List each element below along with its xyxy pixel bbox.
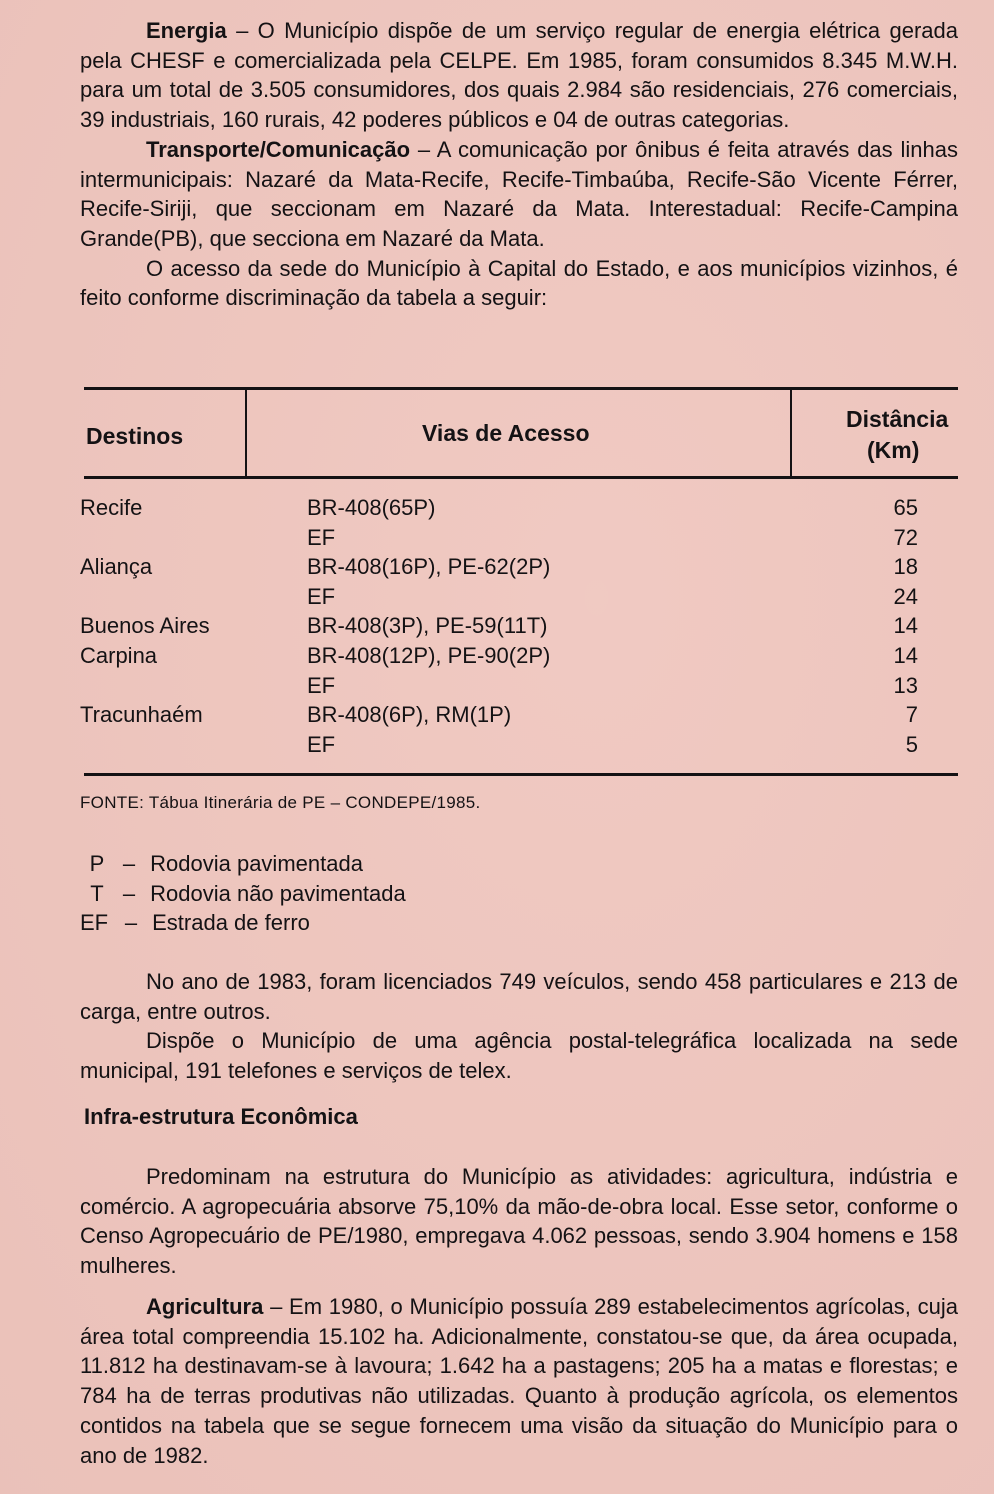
table-source: FONTE: Tábua Itinerária de PE – CONDEPE/1985. [80, 793, 481, 812]
cell-via: EF [307, 731, 336, 757]
text-agricultura: – Em 1980, o Município possuía 289 estabelecimentos agrícolas, cuja área total compreendia 15.102 ha. Adicionalmente, constatou-se que, da área ocupada, 11.812 ha destinavam-se à lavoura; 1.642 ha a pastagens; 205 ha a matas e florestas; e 784 ha de terras produtivas não utilizadas. Quanto à produção agrícola, os elementos contidos na tabela que se segue fornecem uma visão da situação do Município para o ano de 1982. [80, 1294, 958, 1468]
table-bottom-rule [84, 773, 958, 776]
legend-code: EF [80, 910, 109, 935]
cell-distancia: 13 [893, 672, 918, 698]
legend-dash: – [124, 910, 138, 935]
cell-distancia: 65 [893, 495, 918, 520]
cell-distancia: 7 [905, 702, 918, 728]
table-header-rule [84, 476, 958, 479]
cell-via: BR-408(12P), PE-90(2P) [307, 643, 551, 668]
text-energia: – O Município dispõe de um serviço regular de energia elétrica gerada pela CHESF e comercializada pela CELPE. Em 1985, foram consumidos 8.345 M.W.H. para um total de 3.505 consumidores, dos quais 2.984 são residenciais, 276 comerciais, 39 industriais, 160 rurais, 42 poderes públicos e 04 de outras categorias. [80, 18, 958, 133]
heading-transporte: Transporte/Comunicação [146, 136, 411, 162]
paragraph-veiculos: No ano de 1983, foram licenciados 749 veículos, sendo 458 particulares e 213 de carga, entre outros. [80, 969, 958, 1024]
paragraph-acesso: O acesso da sede do Município à Capital do Estado, e aos municípios vizinhos, é feito conforme discriminação da tabela a seguir: [80, 255, 958, 311]
cell-via: EF [307, 672, 336, 698]
economy-text [80, 1162, 958, 1281]
cell-via: BR-408(16P), PE-62(2P) [307, 554, 551, 580]
cell-distancia: 18 [893, 554, 918, 580]
cell-via: EF [307, 524, 336, 550]
legend-item [80, 851, 363, 877]
header-vias: Vias de Acesso [422, 420, 590, 446]
agriculture-text [80, 1292, 958, 1470]
paragraph-agencia: Dispõe o Município de uma agência postal-telegráfica localizada na sede municipal, 191 telefones e serviços de telex. [80, 1028, 958, 1084]
cell-destino: Aliança [80, 554, 153, 580]
cell-via: BR-408(6P), RM(1P) [307, 702, 512, 728]
cell-via: EF [307, 583, 336, 609]
cell-distancia: 14 [893, 643, 918, 668]
legend-text: Rodovia pavimentada [150, 851, 363, 876]
header-km: (Km) [867, 437, 920, 463]
cell-destino: Buenos Aires [80, 613, 210, 639]
cell-via: BR-408(3P), PE-59(11T) [307, 613, 548, 639]
cell-destino: Recife [80, 495, 143, 520]
transport-text [80, 967, 958, 1086]
legend-dash: – [122, 851, 136, 876]
legend-code: T [90, 881, 104, 906]
paragraph-predominam: Predominam na estrutura do Município as atividades: agricultura, indústria e comércio. A agropecuária absorve 75,10% da mão-de-obra local. Esse setor, conforme o Censo Agropecuário de PE/1980, empregava 4.062 pessoas, sendo 3.904 homens e 158 mulheres. [80, 1164, 958, 1279]
cell-distancia: 14 [893, 613, 918, 639]
cell-distancia: 24 [893, 583, 918, 609]
legend-dash: – [122, 881, 136, 906]
header-distancia: Distância [846, 406, 949, 432]
cell-destino: Carpina [80, 643, 158, 668]
paragraph-energia [80, 16, 958, 135]
intro-text [80, 16, 958, 313]
legend-text: Estrada de ferro [152, 910, 310, 935]
legend-item [80, 910, 310, 936]
legend-code: P [89, 851, 105, 876]
table-column-divider [790, 390, 792, 476]
paragraph-agricultura [80, 1292, 958, 1470]
header-destinos: Destinos [86, 423, 184, 449]
legend-item [80, 881, 406, 907]
text-transporte: – A comunicação por ônibus é feita através das linhas intermunicipais: Nazaré da Mata-Recife, Recife-Timbaúba, Recife-São Vicente Férrer, Recife-Siriji, que seccionam em Nazaré da Mata. Interestadual: Recife-Campina Grande(PB), que secciona em Nazaré da Mata. [80, 136, 958, 251]
cell-distancia: 5 [905, 731, 918, 757]
table-column-divider [245, 390, 247, 476]
table-top-rule [84, 387, 958, 390]
section-title-infra: Infra-estrutura Econômica [84, 1104, 358, 1129]
cell-destino: Tracunhaém [80, 702, 203, 728]
heading-agricultura: Agricultura [146, 1294, 264, 1319]
paragraph-transporte [80, 135, 958, 254]
heading-energia: Energia [146, 18, 227, 43]
cell-via: BR-408(65P) [307, 495, 436, 520]
legend-text: Rodovia não pavimentada [150, 881, 406, 906]
cell-distancia: 72 [893, 524, 918, 550]
